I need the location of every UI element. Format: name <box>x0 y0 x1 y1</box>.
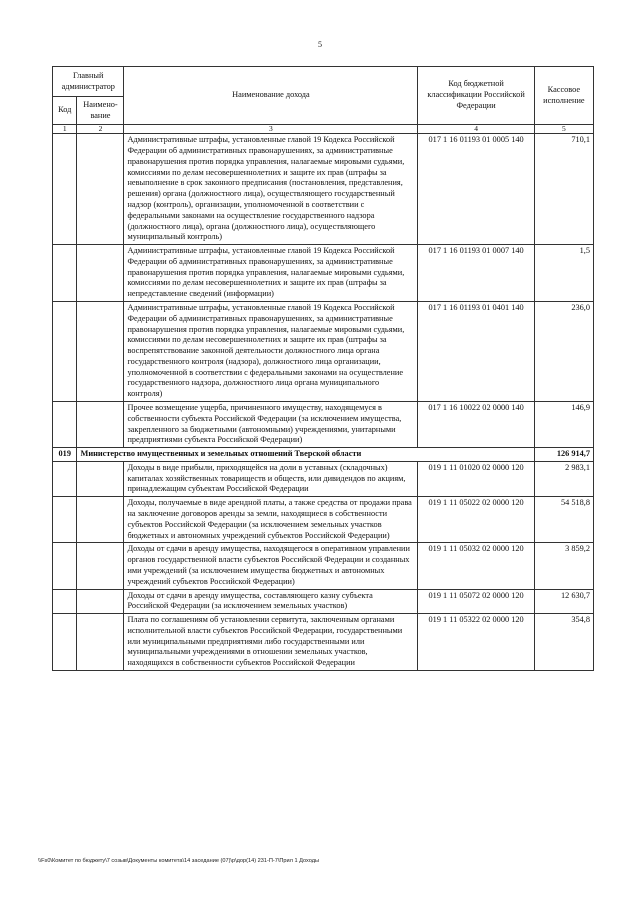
col-num-2: 2 <box>77 125 124 134</box>
column-numbers-row <box>53 125 594 134</box>
revenue-name: Административные штрафы, установленные главой 19 Кодекса Российской Федерации об административных правонарушениях, за административные правонарушения против порядка управления, налагаемые мировыми судьями, комиссиями по делам несовершеннолетних и защите их прав (штрафы за невыполнение в срок законного предписания (постановления, представления, решения) органа (должностного лица), осуществляющего государственный надзор (контроль), организации, уполномоченной в соответствии с федеральными законами на осуществление государственного надзора (должностного лица), органа (должностного лица), осуществляющего муниципальный контроль) <box>124 134 418 245</box>
budget-code: 019 1 11 01020 02 0000 120 <box>418 461 534 496</box>
col-num-5: 5 <box>534 125 593 134</box>
header-revenue-name: Наименование дохода <box>124 67 418 125</box>
header-main-administrator: Главный администратор <box>53 67 124 97</box>
table-row <box>53 134 594 245</box>
cash-amount: 354,8 <box>534 614 593 671</box>
cash-amount: 236,0 <box>534 301 593 401</box>
budget-code: 019 1 11 05072 02 0000 120 <box>418 589 534 614</box>
cash-amount: 2 983,1 <box>534 461 593 496</box>
ministry-code: 019 <box>53 448 77 462</box>
budget-code: 017 1 16 01193 01 0005 140 <box>418 134 534 245</box>
cash-amount: 1,5 <box>534 245 593 302</box>
ministry-name: Министерство имущественных и земельных отношений Тверской области <box>77 448 534 462</box>
header-budget-code: Код бюджетной классификации Российской Федерации <box>418 67 534 125</box>
budget-code: 017 1 16 01193 01 0401 140 <box>418 301 534 401</box>
revenue-name: Прочее возмещение ущерба, причиненного имуществу, находящемуся в собственности субъекта Российской Федерации (за исключением имущества, закрепленного за бюджетными (автономными) учреждениями, унитарными предприятиями субъекта Российской Федерации) <box>124 402 418 448</box>
revenue-name: Административные штрафы, установленные главой 19 Кодекса Российской Федерации об административных правонарушениях, за административные правонарушения против порядка управления, налагаемые мировыми судьями, комиссиями по делам несовершеннолетних и защите их прав (штрафы за непредставление сведений (информации) <box>124 245 418 302</box>
revenue-name: Доходы от сдачи в аренду имущества, находящегося в оперативном управлении органов государственной власти субъектов Российской Федерации и созданных ими учреждений (за исключением имущества бюджетных и автономных учреждений субъектов Российской Федерации) <box>124 543 418 589</box>
revenue-name: Доходы, получаемые в виде арендной платы, а также средства от продажи права на заключение договоров аренды за земли, находящиеся в собственности субъектов Российской Федерации (за исключением земельных участков бюджетных и автономных учреждений субъектов Российской Федерации) <box>124 497 418 543</box>
budget-code: 019 1 11 05032 02 0000 120 <box>418 543 534 589</box>
col-num-4: 4 <box>418 125 534 134</box>
table-row <box>53 497 594 543</box>
ministry-row <box>53 448 594 462</box>
revenue-name: Доходы в виде прибыли, приходящейся на доли в уставных (складочных) капиталах хозяйственных товариществ и обществ, или дивидендов по акциям, принадлежащим субъектам Российской Федерации <box>124 461 418 496</box>
budget-code: 017 1 16 10022 02 0000 140 <box>418 402 534 448</box>
table-row <box>53 589 594 614</box>
cash-amount: 12 630,7 <box>534 589 593 614</box>
table-row <box>53 614 594 671</box>
table-row <box>53 245 594 302</box>
budget-code: 017 1 16 01193 01 0007 140 <box>418 245 534 302</box>
ministry-total: 126 914,7 <box>534 448 593 462</box>
cash-amount: 146,9 <box>534 402 593 448</box>
revenue-name: Доходы от сдачи в аренду имущества, составляющего казну субъекта Российской Федерации (за исключением земельных участков) <box>124 589 418 614</box>
table-row <box>53 461 594 496</box>
page-number: 5 <box>318 40 322 49</box>
header-kod: Код <box>53 97 77 125</box>
file-path-footer: \\Fs0\Комитет по бюджету\7 созыв\Документы комитета\14 заседание (07)\р\дор(14) 231-П-7\Прил 1 Доходы <box>38 858 320 864</box>
cash-amount: 3 859,2 <box>534 543 593 589</box>
cash-amount: 54 518,8 <box>534 497 593 543</box>
table-row <box>53 402 594 448</box>
header-naimenovanie: Наимено-вание <box>77 97 124 125</box>
col-num-1: 1 <box>53 125 77 134</box>
cash-amount: 710,1 <box>534 134 593 245</box>
revenue-name: Плата по соглашениям об установлении сервитута, заключенным органами исполнительной власти субъектов Российской Федерации, государственными или муниципальными предприятиями либо государственными или муниципальными учреждениями в отношении земельных участков, находящихся в собственности субъектов Российской Федерации <box>124 614 418 671</box>
budget-code: 019 1 11 05322 02 0000 120 <box>418 614 534 671</box>
col-num-3: 3 <box>124 125 418 134</box>
revenue-name: Административные штрафы, установленные главой 19 Кодекса Российской Федерации об административных правонарушениях, за административные правонарушения против порядка управления, налагаемые мировыми судьями, комиссиями по делам несовершеннолетних и защите их прав (штрафы за воспрепятствование законной деятельности должностного лица органа государственного контроля (надзора), должностного лица организации, уполномоченной в соответствии с федеральными законами на осуществление государственного надзора, должностного лица органа муниципального контроля) <box>124 301 418 401</box>
table-row <box>53 301 594 401</box>
budget-code: 019 1 11 05022 02 0000 120 <box>418 497 534 543</box>
revenue-table <box>52 66 594 671</box>
header-cash-execution: Кассовое исполнение <box>534 67 593 125</box>
table-row <box>53 543 594 589</box>
